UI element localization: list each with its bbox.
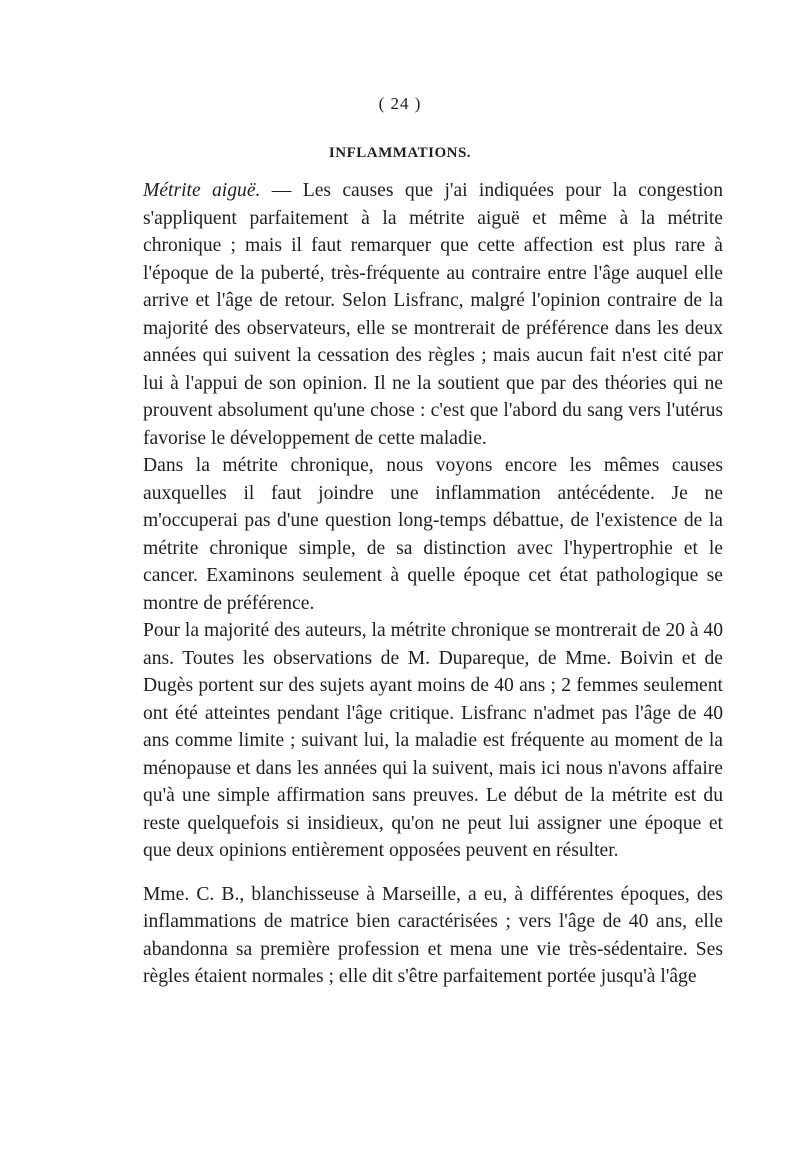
paragraph-metrite-aigue — [143, 177, 723, 452]
section-heading: INFLAMMATIONS. — [328, 145, 472, 161]
body-text — [143, 177, 723, 991]
paragraph-case-observation — [143, 881, 723, 991]
paragraph-age-majorite — [143, 617, 723, 865]
paragraph-text: Dans la métrite chronique, nous voyons encore les mêmes causes auxquelles il faut joindre une inflammation antécédente. Je ne m'occuperai pas d'une question long-temps débattue, de l'existence de la métrite chronique simple, de sa distinction avec l'hypertrophie et le cancer. Examinons seulement à quelle époque cet état pathologique se montre de préférence. — [143, 455, 723, 614]
paragraph-text: — Les causes que j'ai indiquées pour la congestion s'appliquent parfaitement à la métrite aiguë et même à la métrite chronique ; mais il faut remarquer que cette affection est plus rare à l'époque de la puberté, très-fréquente au contraire entre l'âge auquel elle arrive et l'âge de retour. Selon Lisfranc, malgré l'opinion contraire de la majorité des observateurs, elle se montrerait de préférence dans les deux années qui suivent la cessation des règles ; mais aucun fait n'est cité par lui à l'appui de son opinion. Il ne la soutient que par des théories qui ne prouvent absolument qu'une chose : c'est que l'abord du sang vers l'utérus favorise le développement de cette maladie. — [143, 180, 723, 449]
paragraph-lead-title: Métrite aiguë. — [143, 180, 261, 201]
paragraph-text: Mme. C. B., blanchisseuse à Marseille, a eu, à différentes époques, des inflammations de matrice bien caractérisées ; vers l'âge de 40 ans, elle abandonna sa première profession et mena une vie très-sédentaire. Ses règles étaient normales ; elle dit s'être parfaitement portée jusqu'à l'âge — [143, 883, 723, 987]
paragraph-metrite-chronique — [143, 452, 723, 617]
page-number: ( 24 ) — [378, 94, 422, 113]
paragraph-text: Pour la majorité des auteurs, la métrite chronique se montrerait de 20 à 40 ans. Toutes les observations de M. Dupareque, de Mme. Boivin et de Dugès portent sur des sujets ayant moins de 40 ans ; 2 femmes seulement ont été atteintes pendant l'âge critique. Lisfranc n'admet pas l'âge de 40 ans comme limite ; suivant lui, la maladie est fréquente au moment de la ménopause et dans les années qui la suivent, mais ici nous n'avons affaire qu'à une simple affirmation sans preuves. Le début de la métrite est du reste quelquefois si insidieux, qu'on ne peut lui assigner une époque et que deux opinions entièrement opposées peuvent en résulter. — [143, 620, 724, 861]
